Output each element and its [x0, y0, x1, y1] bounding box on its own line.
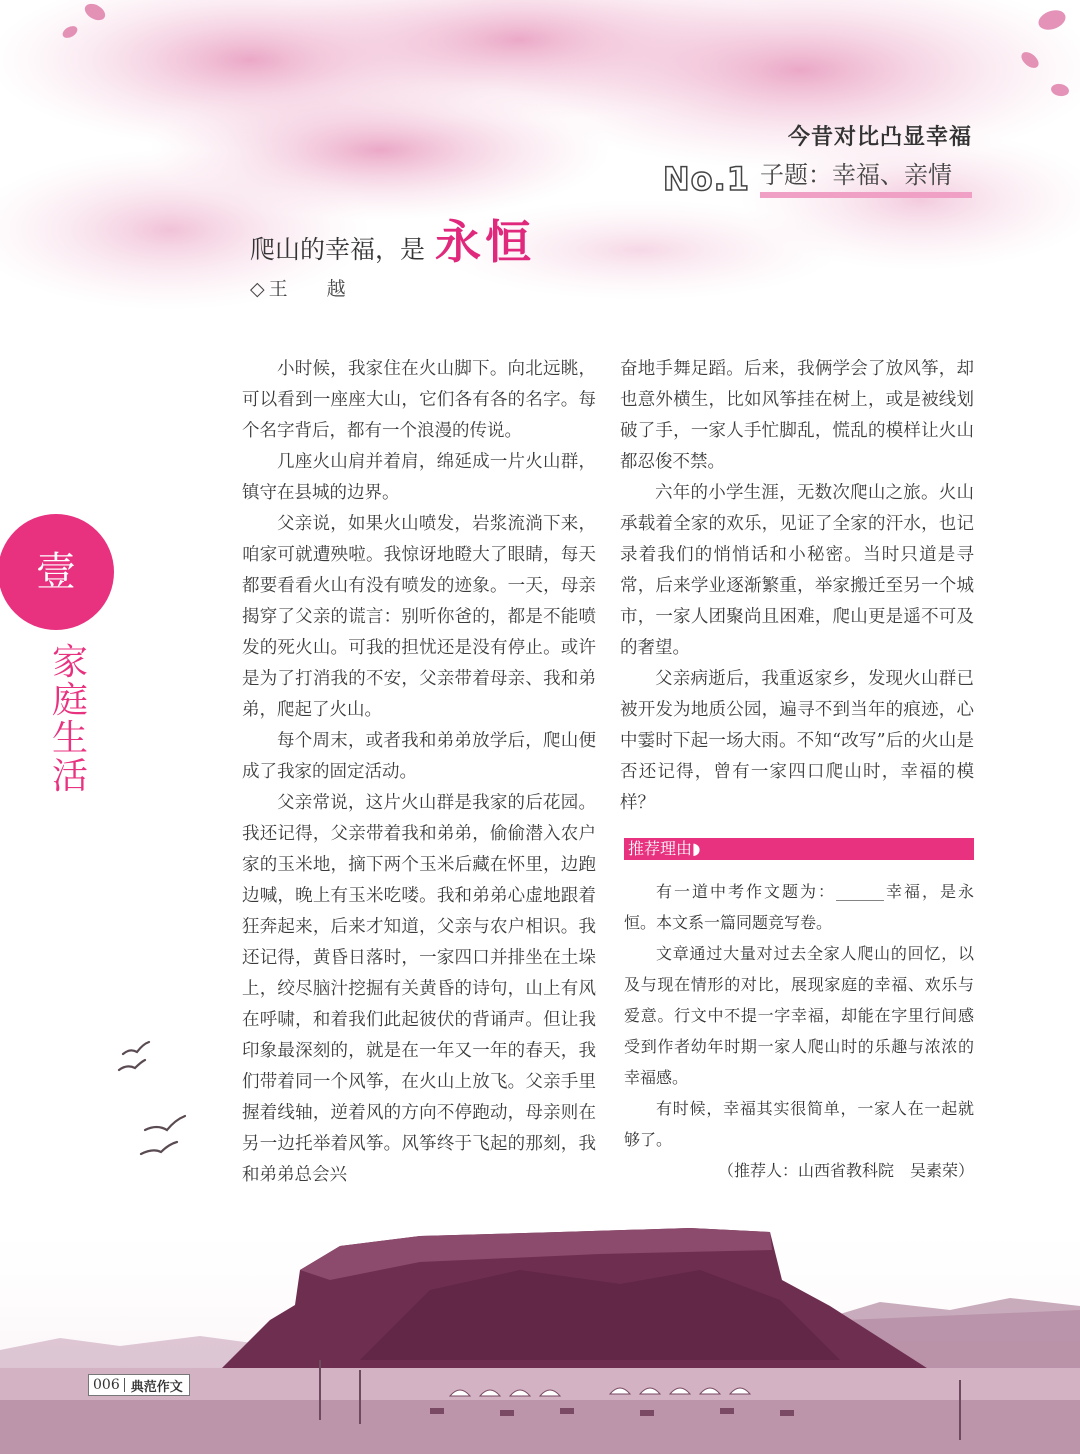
recommendation-paragraph: 有一道中考作文题为：______幸福，是永恒。本文系一篇同题竞写卷。: [624, 882, 974, 932]
body-column-right: [620, 354, 974, 819]
section-number: 壹: [36, 549, 76, 595]
series-number: No.1: [662, 160, 750, 198]
article-title: [250, 206, 535, 272]
author-name: 王 越: [268, 278, 356, 300]
body-column-left: [242, 354, 596, 1191]
recommendation-header: 推荐理由◗: [624, 838, 974, 860]
body-paragraph: 六年的小学生涯，无数次爬山之旅。火山承载着全家的欢乐，见证了全家的汗水，也记录着我们的悄悄话和小秘密。当时只道是寻常，后来学业逐渐繁重，举家搬迁至另一个城市，一家人团聚尚且困难，爬山更是遥不可及的奢望。: [620, 483, 974, 658]
article-title-highlight: 永恒: [435, 215, 536, 269]
body-paragraph: 奋地手舞足蹈。后来，我俩学会了放风筝，却也意外横生，比如风筝挂在树上，或是被线划破了手，一家人手忙脚乱，慌乱的模样让火山都忍俊不禁。: [620, 359, 974, 472]
recommendation-text: [624, 876, 974, 1186]
birds-illustration: [115, 1040, 195, 1170]
body-paragraph: 父亲说，如果火山喷发，岩浆流淌下来，咱家可就遭殃啦。我惊讶地瞪大了眼睛，每天都要看看火山有没有喷发的迹象。一天，母亲揭穿了父亲的谎言：别听你爸的，都是不能喷发的死火山。可我的担忧还是没有停止。或许是为了打消我的不安，父亲带着母亲、我和弟弟，爬起了火山。: [242, 514, 596, 720]
body-paragraph: 父亲常说，这片火山群是我家的后花园。我还记得，父亲带着我和弟弟，偷偷潜入农户家的玉米地，摘下两个玉米后藏在怀里，边跑边喊，晚上有玉米吃喽。我和弟弟心虚地跟着狂奔起来，后来才知道，父亲与农户相识。我还记得，黄昏日落时，一家四口并排坐在土垛上，绞尽脑汁挖掘有关黄昏的诗句，山上有风在呼啸，和着我们此起彼伏的背诵声。但让我印象最深刻的，就是在一年又一年的春天，我们带着同一个风筝，在火山上放飞。父亲手里握着线轴，逆着风的方向不停跑动，母亲则在另一边托举着风筝。风筝终于飞起的那刻，我和弟弟总会兴: [242, 793, 596, 1185]
section-badge: [0, 514, 114, 630]
recommendation-paragraph: 有时候，幸福其实很简单，一家人在一起就够了。: [624, 1099, 974, 1149]
author-line: [250, 274, 356, 301]
body-paragraph: 小时候，我家住在火山脚下。向北远眺，可以看到一座座大山，它们各有各的名字。每个名字背后，都有一个浪漫的传说。: [242, 359, 596, 441]
body-paragraph: 父亲病逝后，我重返家乡，发现火山群已被开发为地质公园，遍寻不到当年的痕迹，心中霎时下起一场大雨。不知“改写”后的火山是否还记得，曾有一家四口爬山时，幸福的模样？: [620, 669, 974, 813]
body-paragraph: 每个周末，或者我和弟弟放学后，爬山便成了我家的固定活动。: [242, 731, 596, 782]
page-footer: [88, 1374, 190, 1396]
section-name: 家庭生活: [52, 642, 89, 797]
article-title-prefix: 爬山的幸福，是: [250, 235, 426, 264]
recommendation-paragraph: 文章通过大量对过去全家人爬山的回忆，以及与现在情形的对比，展现家庭的幸福、欢乐与爱意。行文中不提一字幸福，却能在字里行间感受到作者幼年时期一家人爬山时的乐趣与浓浓的幸福感。: [624, 944, 974, 1087]
subtopic-label: 子题：幸福、亲情: [760, 155, 972, 198]
topic-header: [663, 120, 972, 198]
topic-title: 今昔对比凸显幸福: [787, 124, 972, 150]
magazine-name: 典范作文: [130, 1379, 183, 1395]
diamond-icon: ◇: [250, 278, 265, 300]
body-paragraph: 几座火山肩并着肩，绵延成一片火山群，镇守在县城的边界。: [242, 452, 596, 503]
volcano-landscape-illustration: [0, 1210, 1080, 1454]
recommender-credit: （推荐人：山西省教科院 吴素荣）: [717, 1161, 974, 1180]
page-number: 006: [93, 1377, 120, 1393]
